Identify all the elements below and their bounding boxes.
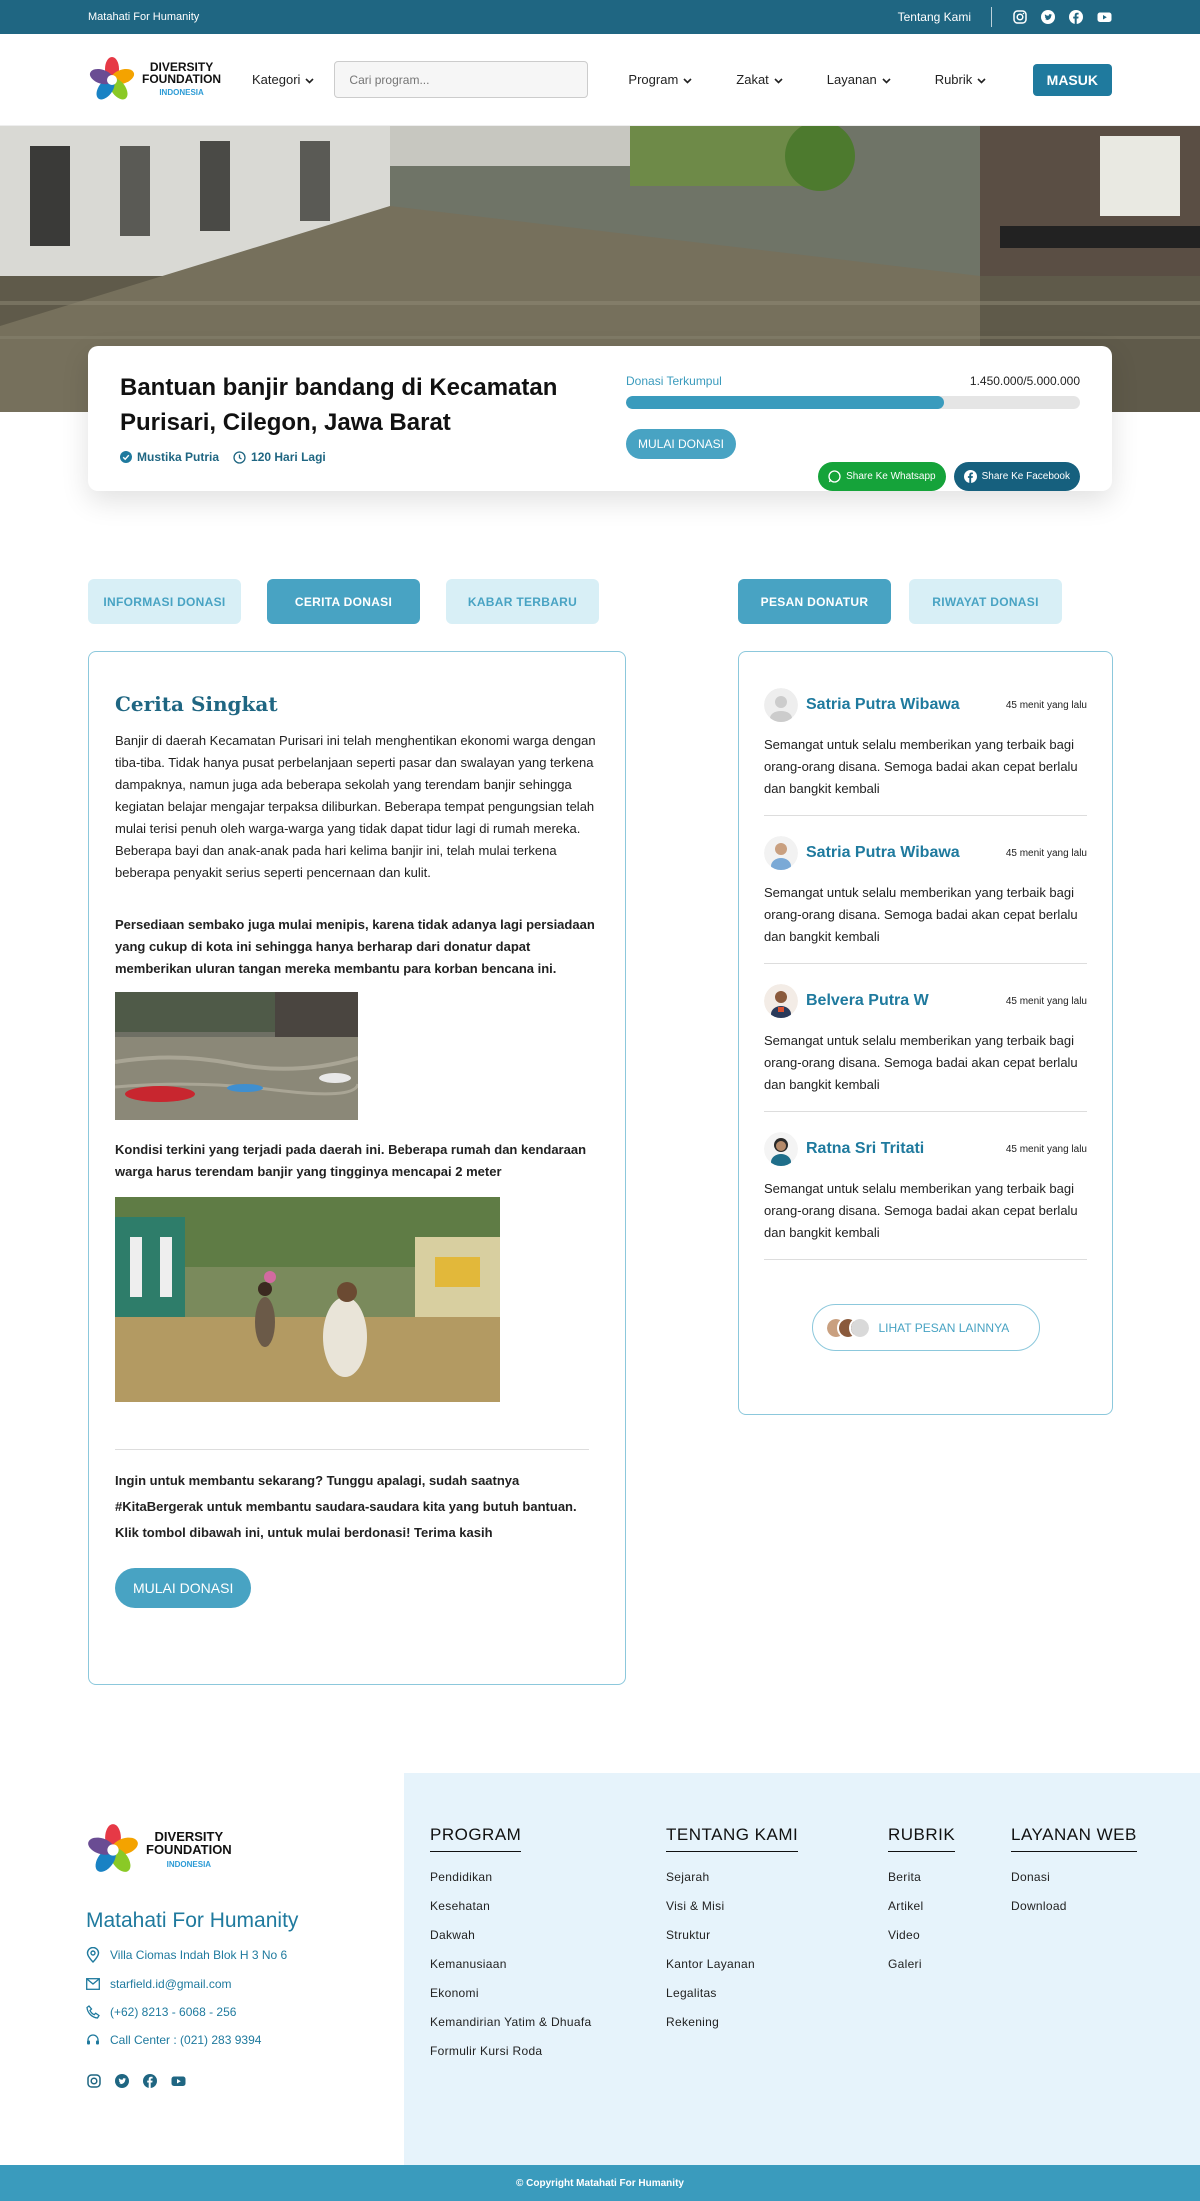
story-paragraph-4: Ingin untuk membantu sekarang? Tunggu apalagi, sudah saatnya #KitaBergerak untuk membantu saudara-saudara kita yang butuh bantuan. Klik tombol dibawah ini, untuk mulai berdonasi! Terima kasih xyxy=(115,1473,577,1540)
about-link[interactable]: Tentang Kami xyxy=(897,10,971,24)
author[interactable] xyxy=(120,450,219,464)
footer-link[interactable]: Download xyxy=(1011,1899,1067,1913)
chevron-down-icon xyxy=(977,72,986,87)
instagram-icon[interactable] xyxy=(86,2073,102,2089)
verified-icon xyxy=(120,451,132,463)
footer-link[interactable]: Struktur xyxy=(666,1928,711,1942)
footer-column-tentang-kami xyxy=(666,1825,798,2044)
menu-layanan-label: Layanan xyxy=(826,72,877,87)
footer-link[interactable]: Rekening xyxy=(666,2015,720,2029)
email-text: starfield.id@gmail.com xyxy=(110,1977,232,1991)
phone[interactable] xyxy=(86,2005,318,2019)
youtube-icon[interactable] xyxy=(170,2073,186,2089)
flood-street-people-image xyxy=(115,1197,500,1402)
tab-pesan-donatur[interactable]: PESAN DONATUR xyxy=(738,579,891,624)
message-time: 45 menit yang lalu xyxy=(1005,699,1087,711)
message-text: Semangat untuk selalu memberikan yang terbaik bagi orang-orang disana. Semoga badai akan cepat berlalu dan bangkit kembali xyxy=(764,1033,1078,1092)
donor-tabs xyxy=(738,579,1062,624)
location-pin-icon xyxy=(86,1947,100,1963)
menu-program-label: Program xyxy=(628,72,679,87)
footer-link[interactable]: Visi & Misi xyxy=(666,1899,725,1913)
more-messages-button[interactable] xyxy=(812,1304,1040,1351)
clock-icon xyxy=(233,451,246,464)
share-facebook-label: Share Ke Facebook xyxy=(981,471,1070,482)
login-button[interactable]: MASUK xyxy=(1033,64,1112,96)
footer-column-program xyxy=(430,1825,591,2073)
story-paragraph-3: Kondisi terkini yang terjadi pada daerah ini. Beberapa rumah dan kendaraan warga harus terendam banjir yang tingginya mencapai 2 meter xyxy=(115,1142,587,1179)
youtube-icon[interactable] xyxy=(1096,9,1112,25)
mail-icon xyxy=(86,1978,100,1990)
menu-rubrik[interactable] xyxy=(935,72,987,87)
message-text: Semangat untuk selalu memberikan yang terbaik bagi orang-orang disana. Semoga badai akan cepat berlalu dan bangkit kembali xyxy=(764,885,1078,944)
tab-riwayat-donasi[interactable]: RIWAYAT DONASI xyxy=(909,579,1062,624)
facebook-icon xyxy=(964,470,977,483)
footer-link[interactable]: Donasi xyxy=(1011,1870,1051,1884)
chevron-down-icon xyxy=(305,72,314,87)
donor-name[interactable]: Satria Putra Wibawa xyxy=(806,844,960,861)
logo-text xyxy=(142,61,221,99)
menu-rubrik-label: Rubrik xyxy=(934,72,973,87)
campaign-card xyxy=(88,346,1112,491)
address xyxy=(86,1947,318,1963)
logo-line-3: INDONESIA xyxy=(166,1859,212,1869)
logo-line-2: FOUNDATION xyxy=(146,1841,232,1857)
avatar xyxy=(764,688,798,722)
menu-layanan[interactable] xyxy=(827,72,891,87)
share-facebook-button[interactable] xyxy=(954,462,1080,491)
donor-name[interactable]: Satria Putra Wibawa xyxy=(806,696,960,713)
days-left-label: 120 Hari Lagi xyxy=(251,450,326,464)
footer-link[interactable]: Legalitas xyxy=(666,1986,717,2000)
footer-link[interactable]: Kemanusiaan xyxy=(430,1957,507,1971)
story-paragraph-2: Persediaan sembako juga mulai menipis, karena tidak adanya lagi persiadaan yang cukup di kota ini sehingga hanya berharap dari donatur dapat memberikan uluran tangan mereka membantu para korban bencana ini. xyxy=(115,917,595,976)
footer-column-title: LAYANAN WEB xyxy=(1011,1825,1137,1852)
logo-hands-icon xyxy=(88,56,136,104)
message-time: 45 menit yang lalu xyxy=(1005,995,1087,1007)
search-input[interactable] xyxy=(334,61,588,98)
donor-messages-panel xyxy=(738,651,1113,1415)
footer-logo-text xyxy=(146,1830,232,1871)
logo-line-2: FOUNDATION xyxy=(142,71,222,86)
chevron-down-icon xyxy=(683,72,692,87)
footer-link[interactable]: Artikel xyxy=(888,1899,924,1913)
flood-cars-image xyxy=(115,992,358,1120)
donor-message xyxy=(764,836,1087,964)
whatsapp-icon xyxy=(828,470,841,483)
share-whatsapp-label: Share Ke Whatsapp xyxy=(846,471,936,482)
phone-icon xyxy=(86,2005,100,2019)
twitter-icon[interactable] xyxy=(1040,9,1056,25)
footer-column-title: TENTANG KAMI xyxy=(666,1825,798,1852)
footer-link[interactable]: Ekonomi xyxy=(430,1986,479,2000)
top-bar-right xyxy=(898,7,1112,27)
menu-zakat[interactable] xyxy=(736,72,783,87)
footer-org-name: Matahati For Humanity xyxy=(86,1909,299,1932)
footer-link[interactable]: Pendidikan xyxy=(430,1870,493,1884)
footer-column-title: RUBRIK xyxy=(888,1825,955,1852)
footer-link[interactable]: Sejarah xyxy=(666,1870,710,1884)
start-donation-button[interactable]: MULAI DONASI xyxy=(626,429,736,459)
logo-line-1: DIVERSITY xyxy=(154,1828,224,1844)
share-buttons xyxy=(818,462,1080,491)
story-divider xyxy=(115,1449,589,1450)
footer xyxy=(0,1773,1200,2165)
donor-name[interactable]: Ratna Sri Tritati xyxy=(806,1140,925,1157)
footer-link[interactable]: Kemandirian Yatim & Dhuafa xyxy=(430,2015,592,2029)
donor-message xyxy=(764,688,1087,816)
main-header xyxy=(0,34,1200,126)
footer-column-layanan-web xyxy=(1011,1825,1137,1928)
footer-info xyxy=(0,1773,404,2165)
top-bar-brand: Matahati For Humanity xyxy=(88,11,200,23)
top-bar xyxy=(0,0,1200,34)
message-time: 45 menit yang lalu xyxy=(1005,1143,1087,1155)
tab-kabar-terbaru[interactable]: KABAR TERBARU xyxy=(446,579,599,624)
footer-link[interactable]: Kantor Layanan xyxy=(666,1957,755,1971)
donor-name[interactable]: Belvera Putra W xyxy=(806,992,929,1009)
story-donate-button[interactable]: MULAI DONASI xyxy=(115,1568,251,1608)
avatar xyxy=(764,984,798,1018)
footer-column-rubrik xyxy=(888,1825,955,1986)
message-time: 45 menit yang lalu xyxy=(1005,847,1087,859)
collected-amount: 1.450.000/5.000.000 xyxy=(969,374,1080,388)
call-center-text: Call Center : (021) 283 9394 xyxy=(110,2033,262,2047)
donor-message xyxy=(764,984,1087,1112)
copyright-bar xyxy=(0,2165,1200,2201)
footer-social xyxy=(86,2073,318,2089)
instagram-icon[interactable] xyxy=(1012,9,1028,25)
story-heading: Cerita Singkat xyxy=(115,692,278,716)
twitter-icon[interactable] xyxy=(114,2073,130,2089)
progress-fill xyxy=(626,396,944,409)
collected-label: Donasi Terkumpul xyxy=(626,374,722,388)
chevron-down-icon xyxy=(882,72,891,87)
logo-hands-icon xyxy=(86,1823,140,1877)
share-whatsapp-button[interactable] xyxy=(818,462,946,491)
message-text: Semangat untuk selalu memberikan yang terbaik bagi orang-orang disana. Semoga badai akan cepat berlalu dan bangkit kembali xyxy=(764,737,1078,796)
email[interactable] xyxy=(86,1977,318,1991)
footer-link[interactable]: Formulir Kursi Roda xyxy=(430,2044,543,2058)
phone-text: (+62) 8213 - 6068 - 256 xyxy=(110,2005,237,2019)
avatar xyxy=(764,1132,798,1166)
campaign-title: Bantuan banjir bandang di Kecamatan Purisari, Cilegon, Jawa Barat xyxy=(120,374,558,436)
main-menu xyxy=(628,72,986,87)
footer-logo[interactable] xyxy=(86,1823,256,1877)
footer-links xyxy=(404,1773,1200,2165)
headset-icon xyxy=(86,2033,100,2047)
divider xyxy=(991,7,992,27)
days-left xyxy=(233,450,326,464)
logo-line-1: DIVERSITY xyxy=(149,59,214,74)
donor-message xyxy=(764,1132,1087,1260)
site-logo[interactable] xyxy=(88,56,238,104)
menu-zakat-label: Zakat xyxy=(736,72,769,87)
kategori-label: Kategori xyxy=(252,72,301,87)
progress-bar xyxy=(626,396,1080,409)
donation-progress xyxy=(626,374,1080,482)
kategori-dropdown[interactable] xyxy=(252,72,314,87)
tab-cerita-donasi[interactable]: CERITA DONASI xyxy=(267,579,420,624)
story-tabs xyxy=(88,579,599,624)
footer-link[interactable]: Video xyxy=(888,1928,920,1942)
chevron-down-icon xyxy=(774,72,783,87)
logo-line-3: INDONESIA xyxy=(159,87,204,97)
avatar-stack xyxy=(835,1317,871,1339)
facebook-icon[interactable] xyxy=(1068,9,1084,25)
call-center[interactable] xyxy=(86,2033,318,2047)
tab-informasi-donasi[interactable]: INFORMASI DONASI xyxy=(88,579,241,624)
story-panel xyxy=(88,651,626,1685)
author-name: Mustika Putria xyxy=(137,450,220,464)
copyright-text: © Copyright Matahati For Humanity xyxy=(516,2177,684,2189)
footer-link[interactable]: Dakwah xyxy=(430,1928,476,1942)
footer-link[interactable]: Kesehatan xyxy=(430,1899,491,1913)
avatar xyxy=(764,836,798,870)
footer-column-title: PROGRAM xyxy=(430,1825,521,1852)
facebook-icon[interactable] xyxy=(142,2073,158,2089)
message-text: Semangat untuk selalu memberikan yang terbaik bagi orang-orang disana. Semoga badai akan cepat berlalu dan bangkit kembali xyxy=(764,1181,1078,1240)
address-text: Villa Ciomas Indah Blok H 3 No 6 xyxy=(110,1948,288,1962)
more-messages-label: LIHAT PESAN LAINNYA xyxy=(878,1320,1010,1335)
footer-link[interactable]: Berita xyxy=(888,1870,922,1884)
menu-program[interactable] xyxy=(628,72,692,87)
footer-link[interactable]: Galeri xyxy=(888,1957,922,1971)
story-paragraph-1: Banjir di daerah Kecamatan Purisari ini telah menghentikan ekonomi warga dengan tiba-tiba. Tidak hanya pusat perbelanjaan seperti pasar dan swalayan yang terkena dampaknya, namun juga ada beberapa sekolah yang terendam banjir sehingga kegiatan belajar mengajar terpaksa diliburkan. Beberapa tempat pengungsian telah mulai terisi penuh oleh warga-warga yang tidak dapat tidur lagi di rumah mereka. Beberapa bayi dan anak-anak pada hari kelima banjir ini, telah mulai terkena beberapa penyakit serius seperti pencernaan dan kulit. xyxy=(115,733,596,880)
